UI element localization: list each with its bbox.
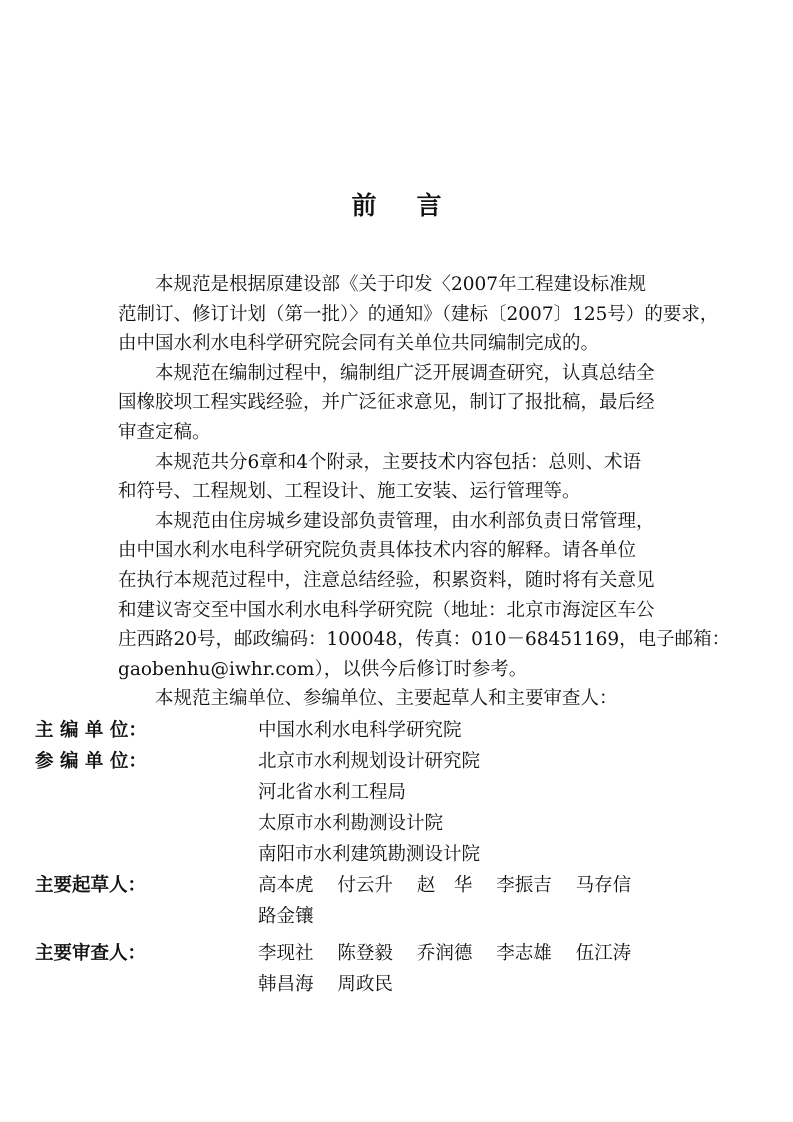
person-name: 李志雄 [496, 942, 552, 964]
person-name: 高本虎 [258, 874, 314, 896]
reviewers-names [258, 939, 631, 969]
roles-list [0, 716, 678, 1001]
person-name: 赵 华 [416, 874, 473, 896]
paragraph-1 [118, 270, 678, 300]
page-title: 前言 [351, 191, 482, 220]
chief-unit-value: 中国水利水电科学研究院 [258, 719, 462, 741]
text-line: 范制订、修订计划（第一批）〉的通知》（建标〔2007〕125号）的要求， [118, 303, 719, 325]
text-line: 由中国水利水电科学研究院负责具体技术内容的解释。请各单位 [118, 540, 637, 562]
text-line: 在执行本规范过程中，注意总结经验，积累资料，随时将有关意见 [118, 569, 655, 591]
paragraph-1-cont [118, 300, 719, 359]
co-unit-row [0, 840, 678, 871]
co-unit-value: 河北省水利工程局 [258, 781, 407, 803]
reviewers-label: 主要审查人： [35, 942, 147, 964]
person-name: 陈登毅 [337, 942, 393, 964]
text-line: 本规范主编单位、参编单位、主要起草人和主要审查人： [155, 688, 618, 710]
paragraph-2 [118, 359, 678, 389]
drafters-label: 主要起草人： [35, 874, 147, 896]
text-line: 和建议寄交至中国水利水电科学研究院（地址：北京市海淀区车公 [118, 599, 655, 621]
co-unit-row [0, 747, 678, 778]
co-unit-row [0, 778, 678, 809]
person-name: 周政民 [337, 973, 393, 995]
preface-body [35, 270, 731, 1001]
text-line: 庄西路20号，邮政编码：100048，传真：010－68451169，电子邮箱： [118, 629, 731, 651]
reviewers-row [0, 970, 678, 1001]
chief-unit-label: 主 编 单 位： [35, 719, 147, 741]
drafters-row [0, 871, 678, 902]
paragraph-5 [118, 684, 678, 714]
text-line: 本规范由住房城乡建设部负责管理，由水利部负责日常管理， [155, 510, 655, 532]
co-unit-label: 参 编 单 位： [35, 750, 147, 772]
reviewers-row [0, 939, 678, 970]
drafters-row [0, 902, 678, 933]
paragraph-2-cont [118, 388, 678, 447]
text-line: 本规范在编制过程中，编制组广泛开展调查研究，认真总结全 [155, 362, 655, 384]
paragraph-4-cont [118, 536, 731, 684]
person-name: 伍江涛 [575, 942, 632, 964]
person-name: 乔润德 [416, 942, 473, 964]
co-unit-value: 太原市水利勘测设计院 [258, 812, 444, 834]
person-name: 李振吉 [496, 874, 552, 896]
chief-unit-row [0, 716, 678, 747]
person-name: 付云升 [337, 874, 393, 896]
person-name: 李现社 [258, 942, 314, 964]
text-line: gaobenhu@iwhr.com），以供今后修订时参考。 [118, 658, 528, 680]
text-line: 审查定稿。 [118, 421, 211, 443]
person-name: 路金镶 [258, 905, 314, 927]
text-line: 和符号、工程规划、工程设计、施工安装、运行管理等。 [118, 481, 581, 503]
text-line: 国橡胶坝工程实践经验，并广泛征求意见，制订了报批稿，最后经 [118, 392, 655, 414]
paragraph-3 [118, 448, 678, 478]
co-unit-row [0, 809, 678, 840]
paragraph-3-cont [118, 477, 678, 507]
person-name: 马存信 [575, 874, 632, 896]
co-unit-value: 北京市水利规划设计研究院 [258, 750, 481, 772]
drafters-names [258, 871, 631, 901]
drafters-names [258, 902, 314, 932]
text-line: 由中国水利水电科学研究院会同有关单位共同编制完成的。 [118, 333, 600, 355]
paragraph-4 [118, 507, 678, 537]
person-name: 韩昌海 [258, 973, 314, 995]
co-unit-value: 南阳市水利建筑勘测设计院 [258, 843, 481, 865]
text-line: 本规范共分6章和4个附录，主要技术内容包括：总则、术语 [155, 451, 642, 473]
text-line: 本规范是根据原建设部《关于印发〈2007年工程建设标准规 [155, 274, 647, 295]
reviewers-names [258, 970, 393, 1000]
